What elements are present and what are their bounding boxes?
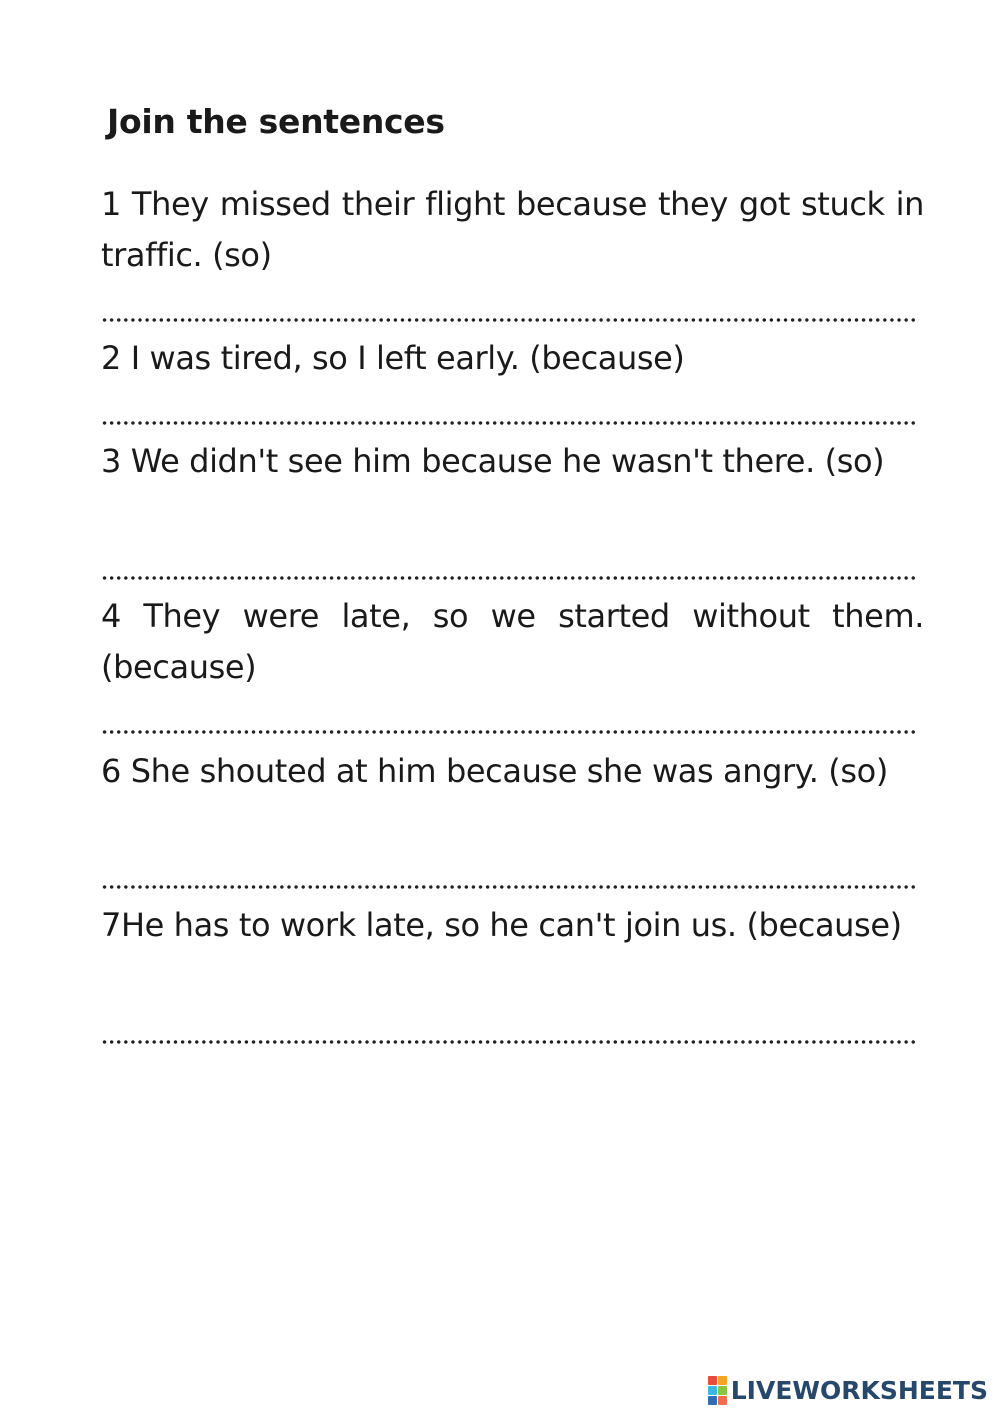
- exercise-sentence-7: 7He has to work late, so he can't join us. (because): [101, 906, 902, 944]
- logo-tile: [708, 1396, 717, 1405]
- logo-tile: [718, 1396, 727, 1405]
- exercise-sentence-3: 3 We didn't see him because he wasn't there. (so): [101, 442, 885, 480]
- exercise-sentence-4: 4 They were late, so we started without them. (because): [101, 597, 924, 686]
- logo-tile: [718, 1376, 727, 1385]
- logo-tile: [708, 1386, 717, 1395]
- exercise-sentence-2: 2 I was tired, so I left early. (because): [101, 339, 685, 377]
- answer-line-1[interactable]: [101, 318, 916, 322]
- page-title: Join the sentences: [107, 102, 445, 141]
- answer-line-3[interactable]: [101, 576, 916, 580]
- answer-line-4[interactable]: [101, 730, 916, 734]
- exercise-sentence-6: 6 She shouted at him because she was angry. (so): [101, 752, 888, 790]
- liveworksheets-brand: [708, 1373, 988, 1407]
- exercise-sentence-1: 1 They missed their flight because they got stuck in traffic. (so): [101, 185, 924, 274]
- logo-tile: [708, 1376, 717, 1385]
- brand-name: LIVEWORKSHEETS: [730, 1375, 988, 1405]
- answer-line-7[interactable]: [101, 1040, 916, 1044]
- answer-line-2[interactable]: [101, 421, 916, 425]
- liveworksheets-logo-icon: [708, 1376, 728, 1404]
- answer-line-6[interactable]: [101, 885, 916, 889]
- logo-tile: [718, 1386, 727, 1395]
